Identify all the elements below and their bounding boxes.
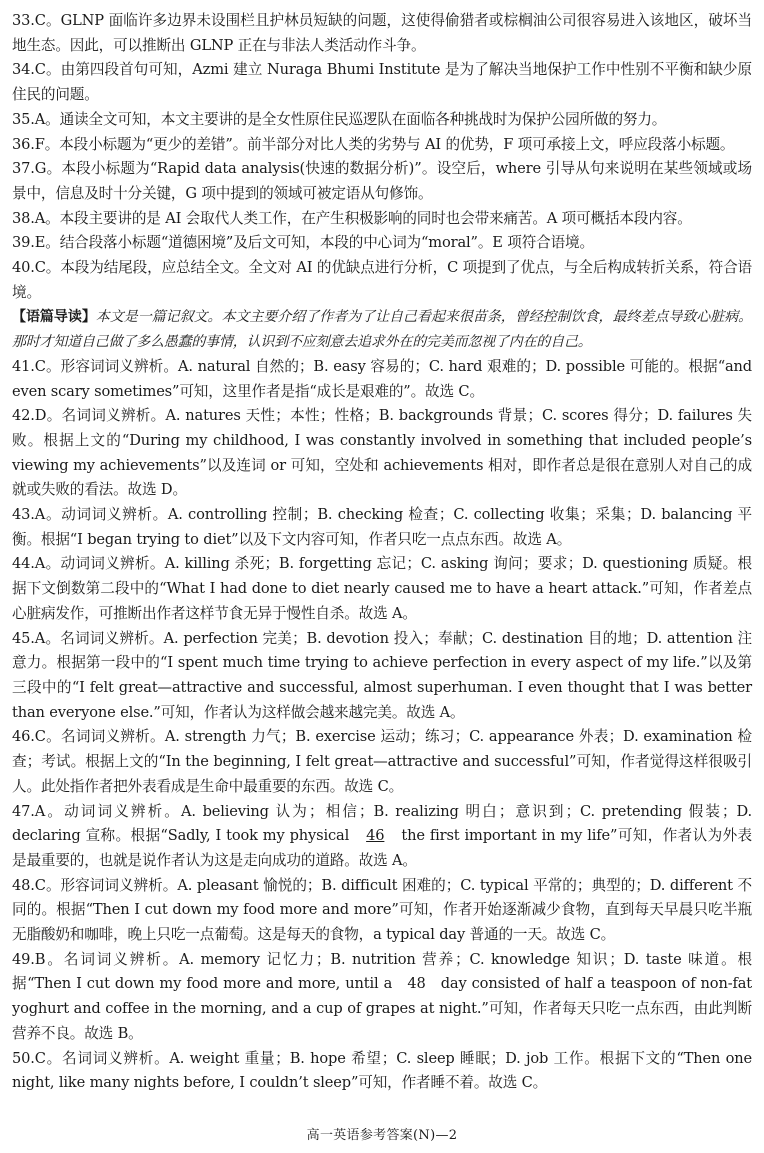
item-number: 41. [12,357,35,375]
item-text: A。名词词义辨析。A. perfection 完美；B. devotion 投入；奉献；C. destination 目的地；D. attention 注意力。根据第一段中的“I spent much time trying to achieve perfection in every aspect of my life.”以及第三段中的“I felt great—attractive and successful, almost superhuman. I even thought that I was better than everyone else.”可知，作者认为这样做会越来越完美。故选 A。 [12,629,752,721]
answer-item-34 [12,58,752,107]
item-text: E。结合段落小标题“道德困境”及后文可知，本段的中心词为“moral”。E 项符合语境。 [34,234,594,252]
item-text-after: day consisted of half a teaspoon of non-fat yoghurt and coffee in the morning, and a cup of grapes at night.”可知，作者每天只吃一点东西，由此判断营养不良。故选 B。 [12,975,752,1042]
item-number: 47. [12,802,35,820]
guide-text: 本文是一篇记叙文。本文主要介绍了作者为了让自己看起来很苗条，曾经控制饮食，最终差点导致心脏病。那时才知道自己做了多么愚蠢的事情，认识到不应刻意去追求外在的完美而忽视了内在的自己。 [12,309,752,351]
item-number: 35. [12,110,35,128]
blank-number: 48 [407,975,426,993]
answer-item-49 [12,948,752,1047]
answer-item-42 [12,404,752,503]
answer-item-45 [12,627,752,726]
item-text: C。形容词词义辨析。A. pleasant 愉悦的；B. difficult 困难的；C. typical 平常的；典型的；D. different 不同的。根据“Then I cut down my food more and more”可知，作者开始逐渐减少食物，直到每天早晨只吃半瓶无脂酸奶和咖啡，晚上只吃一点葡萄。这是每天的食物，a typical day 普通的一天。故选 C。 [12,876,752,944]
item-number: 48. [12,876,35,894]
answer-item-50 [12,1047,752,1096]
item-text: A。动词词义辨析。A. controlling 控制；B. checking 检查；C. collecting 收集；采集；D. balancing 平衡。根据“I began trying to diet”以及下文内容可知，作者只吃一点点东西。故选 A。 [12,506,752,548]
item-text: C。由第四段首句可知，Azmi 建立 Nuraga Bhumi Institute 是为了解决当地保护工作中性别不平衡和缺少原住民的问题。 [12,61,752,104]
answer-item-33 [12,9,752,58]
item-number: 43. [12,506,35,524]
answer-item-39 [12,231,752,256]
answer-content [12,9,752,1096]
item-number: 45. [12,629,35,647]
blank-number: 46 [366,827,385,845]
item-text-after: the first important in my life”可知，作者认为外表是最重要的，也就是说作者认为这是走向成功的道路。故选 A。 [12,827,753,869]
item-text: D。名词词义辨析。A. natures 天性；本性；性格；B. backgrounds 背景；C. scores 得分；D. failures 失败。根据上文的“During my childhood, I was constantly involved in something that included people’s viewing my achievements”以及连词 or 可知，空处和 achievements 相对，即作者总是很在意别人对自己的成就或失败的看法。故选 D。 [12,407,752,499]
item-number: 49. [12,950,35,968]
item-text: B。名词词义辨析。A. memory 记忆力；B. nutrition 营养；C. knowledge 知识；D. taste 味道。根据“Then I cut down my food more and more, until a [12,950,752,993]
answer-item-38 [12,207,752,232]
guide-label: 【语篇导读】 [12,309,96,326]
answer-item-35 [12,108,752,133]
answer-item-40 [12,256,752,305]
answer-item-36 [12,133,752,158]
item-number: 40. [12,259,35,277]
item-number: 37. [12,160,35,178]
item-number: 33. [12,12,35,29]
item-text: F。本段小标题为“更少的差错”。前半部分对比人类的劣势与 AI 的优势，F 项可承接上文，呼应段落小标题。 [34,135,735,153]
answer-item-48 [12,874,752,948]
item-text: C。名词词义辨析。A. strength 力气；B. exercise 运动；练习；C. appearance 外表；D. examination 检查；考试。根据上文的“In the beginning, I felt great—attractive and successful”可知，作者觉得这样很吸引人。此处指作者把外表看成是生命中最重要的东西。故选 C。 [12,728,752,795]
item-text: A。本段主要讲的是 AI 会取代人类工作，在产生积极影响的同时也会带来痛苦。A 项可概括本段内容。 [34,209,692,227]
answer-item-47 [12,800,752,874]
passage-guide [12,305,752,354]
answer-item-37 [12,157,752,206]
answer-item-46 [12,725,752,799]
item-number: 46. [12,728,35,746]
item-text: C。名词词义辨析。A. weight 重量；B. hope 希望；C. sleep 睡眠；D. job 工作。根据下文的“Then one night, like many nights before, I couldn’t sleep”可知，作者睡不着。故选 C。 [12,1049,752,1092]
item-number: 36. [12,135,35,153]
item-text: C。形容词词义辨析。A. natural 自然的；B. easy 容易的；C. hard 艰难的；D. possible 可能的。根据“and even scary sometimes”可知，这里作者是指“成长是艰难的”。故选 C。 [12,357,752,400]
item-text: A。通读全文可知，本文主要讲的是全女性原住民巡逻队在面临各种挑战时为保护公园所做的努力。 [34,110,667,128]
page-footer: 高一英语参考答案(N)—2 [306,1128,458,1143]
item-text: C。本段为结尾段，应总结全文。全文对 AI 的优缺点进行分析，C 项提到了优点，与全后构成转折关系，符合语境。 [12,259,752,301]
answer-item-43 [12,503,752,552]
item-number: 34. [12,61,35,79]
item-number: 42. [12,407,35,425]
item-text: C。GLNP 面临许多边界未设围栏且护林员短缺的问题，这使得偷猎者或棕榈油公司很容易进入该地区，破坏当地生态。因此，可以推断出 GLNP 正在与非法人类活动作斗争。 [12,12,752,54]
answer-item-44 [12,552,752,626]
item-number: 50. [12,1049,35,1067]
answer-item-41 [12,355,752,404]
item-text: A。动词词义辨析。A. killing 杀死；B. forgetting 忘记；C. asking 询问；要求；D. questioning 质疑。根据下文倒数第二段中的“What I had done to diet nearly caused me to have a heart attack.”可知，作者差点心脏病发作，可推断出作者这样节食无异于慢性自杀。故选 A。 [12,555,752,622]
item-number: 38. [12,209,35,227]
item-number: 39. [12,234,35,252]
item-text: G。本段小标题为“Rapid data analysis(快速的数据分析)”。设空后，where 引导从句来说明在某些领域或场景中，信息及时十分关键，G 项中提到的领域可被定语从句修饰。 [12,160,752,202]
item-number: 44. [12,555,35,573]
item-text: A。动词词义辨析。A. believing 认为；相信；B. realizing 明白；意识到；C. pretending 假装；D. declaring 宣称。根据“Sadly, I took my physical [12,802,752,845]
